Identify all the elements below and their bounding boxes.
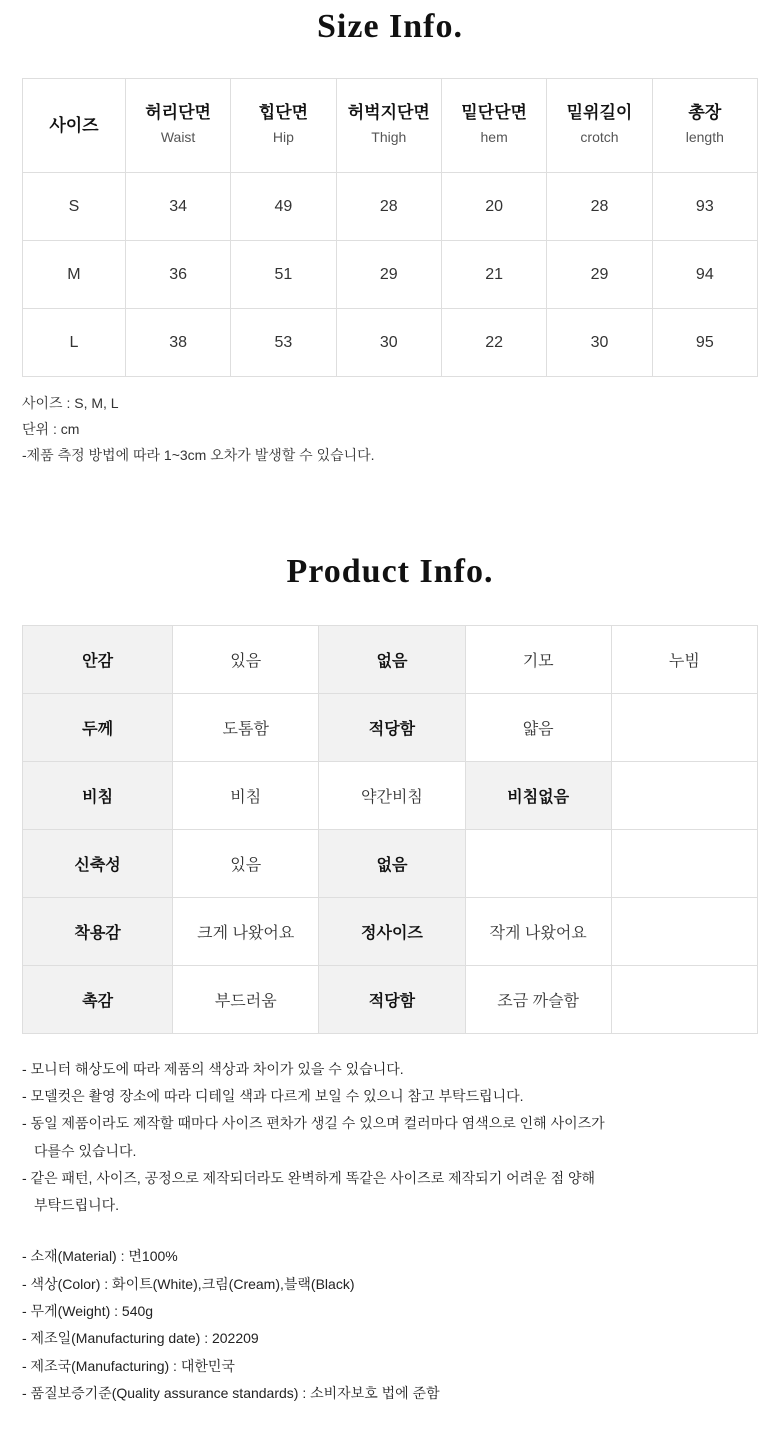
size-value-cell: 21 bbox=[441, 241, 546, 309]
disclaimer-line: 다를수 있습니다. bbox=[34, 1142, 137, 1159]
product-option: 작게 나왔어요 bbox=[465, 897, 611, 965]
size-table-header-row bbox=[23, 79, 758, 173]
product-attribute-label: 신축성 bbox=[23, 829, 173, 897]
product-attribute-label: 착용감 bbox=[23, 897, 173, 965]
product-info-table bbox=[22, 625, 758, 1034]
size-value-cell: 30 bbox=[336, 309, 441, 377]
size-value-cell: 93 bbox=[652, 173, 757, 241]
size-value-cell: 28 bbox=[547, 173, 652, 241]
product-spec-list bbox=[0, 1219, 780, 1437]
column-header-kr: 사이즈 bbox=[49, 115, 99, 135]
spec-line: - 무게(Weight) : 540g bbox=[22, 1303, 154, 1320]
product-attribute-label: 비침 bbox=[23, 761, 173, 829]
table-row bbox=[23, 625, 758, 693]
column-header-kr: 힙단면 bbox=[258, 103, 309, 122]
disclaimer-line: - 동일 제품이라도 제작할 때마다 사이즈 편차가 생길 수 있으며 컬러마다 염색으로 인해 사이즈가 bbox=[22, 1115, 605, 1132]
product-attribute-label: 촉감 bbox=[23, 965, 173, 1033]
product-attribute-label: 안감 bbox=[23, 625, 173, 693]
table-row bbox=[23, 897, 758, 965]
column-header-en: crotch bbox=[580, 128, 619, 145]
table-row bbox=[23, 309, 758, 377]
column-header-kr: 밑단단면 bbox=[461, 103, 527, 122]
product-option: 부드러움 bbox=[173, 965, 319, 1033]
spec-line: - 제조국(Manufacturing) : 대한민국 bbox=[22, 1357, 235, 1374]
table-row bbox=[23, 173, 758, 241]
size-value-cell: 95 bbox=[652, 309, 757, 377]
size-column-header bbox=[547, 79, 652, 173]
product-option-selected: 적당함 bbox=[319, 965, 465, 1033]
product-option-selected: 없음 bbox=[319, 625, 465, 693]
column-header-kr: 허리단면 bbox=[145, 103, 211, 122]
product-option-selected: 적당함 bbox=[319, 693, 465, 761]
size-note-line: -제품 측정 방법에 따라 1~3cm 오차가 발생할 수 있습니다. bbox=[22, 446, 375, 463]
spec-line: - 제조일(Manufacturing date) : 202209 bbox=[22, 1330, 259, 1347]
product-detail-page bbox=[0, 8, 780, 1437]
column-header-kr: 총장 bbox=[688, 103, 722, 122]
product-option: 누빔 bbox=[611, 625, 757, 693]
product-option: 기모 bbox=[465, 625, 611, 693]
size-label-cell: M bbox=[23, 241, 126, 309]
product-option: 조금 까슬함 bbox=[465, 965, 611, 1033]
product-option: 도톰함 bbox=[173, 693, 319, 761]
spec-line: - 품질보증기준(Quality assurance standards) : 소비자보호 법에 준함 bbox=[22, 1384, 440, 1401]
disclaimer-line: - 모니터 해상도에 따라 제품의 색상과 차이가 있을 수 있습니다. bbox=[22, 1060, 404, 1077]
size-column-header bbox=[23, 79, 126, 173]
product-option: 비침 bbox=[173, 761, 319, 829]
size-value-cell: 29 bbox=[336, 241, 441, 309]
table-row bbox=[23, 241, 758, 309]
size-label-cell: S bbox=[23, 173, 126, 241]
product-option-selected: 정사이즈 bbox=[319, 897, 465, 965]
column-header-en: Waist bbox=[160, 128, 196, 145]
disclaimer-line: - 같은 패턴, 사이즈, 공정으로 제작되더라도 완벽하게 똑같은 사이즈로 제작되기 어려운 점 양해 bbox=[22, 1169, 596, 1186]
product-option-empty bbox=[611, 693, 757, 761]
size-value-cell: 36 bbox=[125, 241, 230, 309]
size-column-header bbox=[336, 79, 441, 173]
product-option-empty bbox=[465, 829, 611, 897]
product-attribute-label: 두께 bbox=[23, 693, 173, 761]
product-table-container bbox=[0, 625, 780, 1034]
spec-line: - 소재(Material) : 면100% bbox=[22, 1248, 178, 1265]
column-header-kr: 밑위길이 bbox=[566, 103, 633, 122]
product-option: 있음 bbox=[173, 829, 319, 897]
size-info-title: Size Info. bbox=[317, 8, 463, 45]
disclaimer-notes bbox=[0, 1034, 780, 1220]
size-column-header bbox=[231, 79, 336, 173]
column-header-en: Thigh bbox=[371, 128, 407, 145]
product-option-selected: 비침없음 bbox=[465, 761, 611, 829]
disclaimer-line: 부탁드립니다. bbox=[34, 1197, 120, 1214]
size-table-container bbox=[0, 78, 780, 377]
size-label-cell: L bbox=[23, 309, 126, 377]
column-header-kr: 허벅지단면 bbox=[347, 103, 430, 122]
product-option: 크게 나왔어요 bbox=[173, 897, 319, 965]
size-notes bbox=[0, 377, 780, 469]
size-value-cell: 30 bbox=[547, 309, 652, 377]
column-header-en: hem bbox=[480, 128, 508, 145]
size-value-cell: 34 bbox=[125, 173, 230, 241]
size-note-line: 사이즈 : S, M, L bbox=[22, 395, 119, 411]
size-value-cell: 20 bbox=[441, 173, 546, 241]
size-info-table bbox=[22, 78, 758, 377]
size-value-cell: 53 bbox=[231, 309, 336, 377]
product-option-selected: 없음 bbox=[319, 829, 465, 897]
size-value-cell: 28 bbox=[336, 173, 441, 241]
size-note-line: 단위 : cm bbox=[22, 420, 80, 437]
section-spacer bbox=[0, 469, 780, 553]
size-value-cell: 29 bbox=[547, 241, 652, 309]
size-table-head bbox=[23, 79, 758, 173]
column-header-en: Hip bbox=[272, 128, 294, 145]
table-row bbox=[23, 693, 758, 761]
table-row bbox=[23, 829, 758, 897]
spec-line: - 색상(Color) : 화이트(White),크림(Cream),블랙(Black) bbox=[22, 1275, 355, 1292]
product-option: 얇음 bbox=[465, 693, 611, 761]
product-option-empty bbox=[611, 965, 757, 1033]
size-column-header bbox=[125, 79, 230, 173]
size-value-cell: 94 bbox=[652, 241, 757, 309]
table-row bbox=[23, 965, 758, 1033]
size-column-header bbox=[441, 79, 546, 173]
product-option-empty bbox=[611, 897, 757, 965]
product-option-empty bbox=[611, 829, 757, 897]
product-table-body bbox=[23, 625, 758, 1033]
size-value-cell: 22 bbox=[441, 309, 546, 377]
product-option: 있음 bbox=[173, 625, 319, 693]
size-value-cell: 38 bbox=[125, 309, 230, 377]
size-value-cell: 51 bbox=[231, 241, 336, 309]
size-column-header bbox=[652, 79, 757, 173]
product-option: 약간비침 bbox=[319, 761, 465, 829]
table-row bbox=[23, 761, 758, 829]
size-table-body bbox=[23, 173, 758, 377]
column-header-en: length bbox=[685, 128, 724, 145]
product-info-title: Product Info. bbox=[286, 552, 494, 590]
product-option-empty bbox=[611, 761, 757, 829]
size-value-cell: 49 bbox=[231, 173, 336, 241]
disclaimer-line: - 모델컷은 촬영 장소에 따라 디테일 색과 다르게 보일 수 있으니 참고 부탁드립니다. bbox=[22, 1087, 524, 1104]
